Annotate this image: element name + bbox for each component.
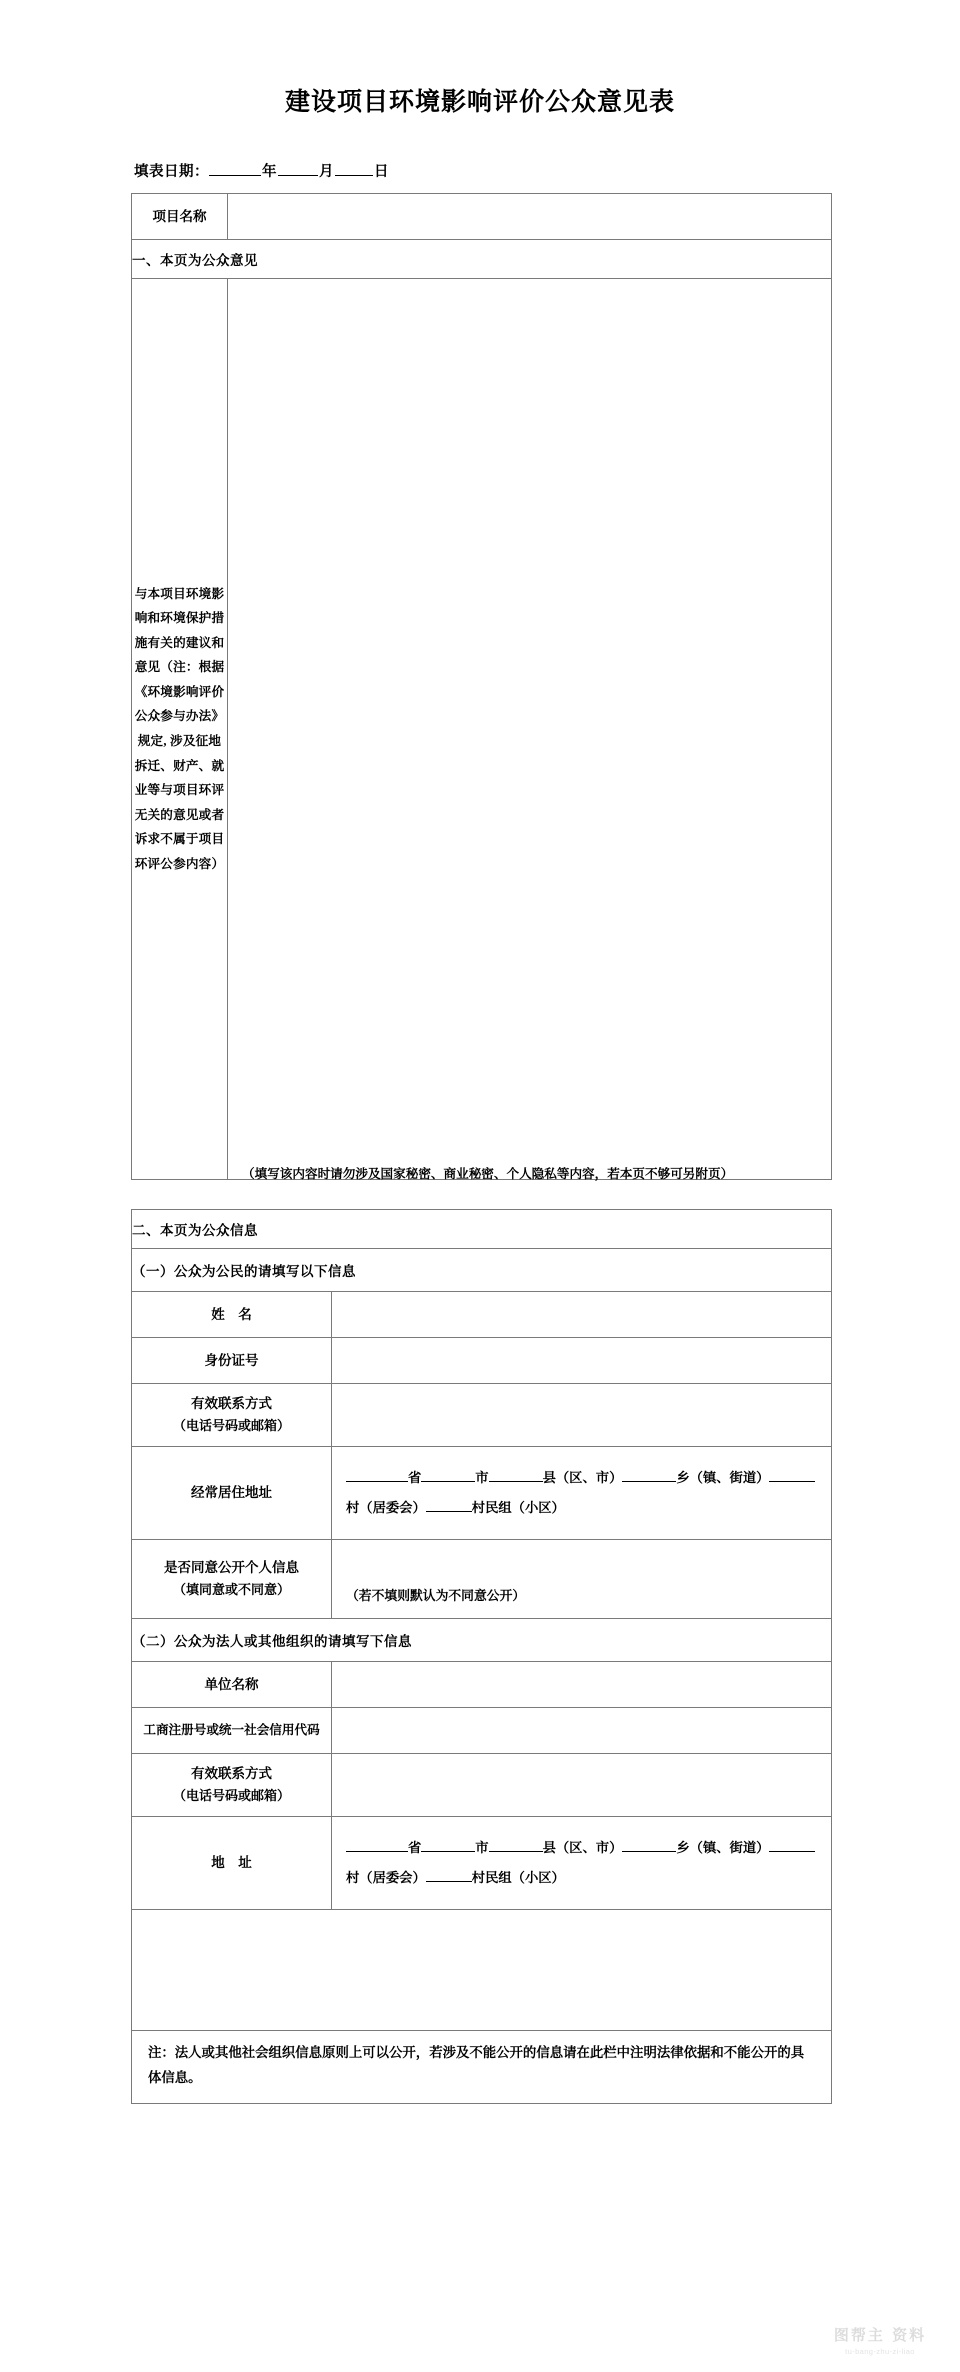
- citizen-contact-label: [132, 1384, 332, 1447]
- final-note-cell: [132, 2031, 832, 2104]
- opinion-input-cell[interactable]: [228, 279, 832, 1180]
- citizen-consent-label: [132, 1540, 332, 1619]
- citizen-consent-label-line2: （填同意或不同意）: [172, 1582, 290, 1598]
- org-address-fields[interactable]: [332, 1827, 831, 1899]
- citizen-township-blank[interactable]: [622, 1481, 676, 1482]
- opinion-label-cell: [132, 279, 228, 1180]
- citizen-consent-input[interactable]: [332, 1555, 831, 1585]
- org-village-blank[interactable]: [769, 1851, 815, 1852]
- form-date-line: [134, 160, 390, 181]
- org-registration-input[interactable]: [332, 1708, 832, 1754]
- table-row-opinion: [132, 279, 832, 1180]
- watermark: [824, 2324, 936, 2356]
- citizen-province-unit: 省: [408, 1470, 422, 1486]
- table-row-subsection-one-heading: [132, 1249, 832, 1292]
- date-day-unit: 日: [374, 164, 389, 180]
- citizen-township-unit: 乡（镇、街道）: [676, 1470, 770, 1486]
- table-row-citizen-contact: [132, 1384, 832, 1447]
- page-title: 建设项目环境影响评价公众意见表: [284, 89, 675, 116]
- citizen-contact-input[interactable]: [332, 1384, 832, 1447]
- citizen-consent-note: （若不填则默认为不同意公开）: [346, 1588, 526, 1603]
- citizen-county-blank[interactable]: [489, 1481, 543, 1482]
- org-county-unit: 县（区、市）: [542, 1840, 623, 1856]
- org-county-blank[interactable]: [489, 1851, 543, 1852]
- table-row-citizen-consent: [132, 1540, 832, 1619]
- org-unit-name-input[interactable]: [332, 1662, 832, 1708]
- table-row-citizen-address: [132, 1447, 832, 1540]
- citizen-id-input[interactable]: [332, 1338, 832, 1384]
- citizen-id-label: 身份证号: [132, 1338, 332, 1384]
- section-one-heading: 一、本页为公众意见: [132, 240, 832, 279]
- project-name-input[interactable]: [228, 194, 832, 240]
- org-village-unit: 村（居委会）: [346, 1870, 426, 1885]
- table-row-subsection-two-heading: [132, 1619, 832, 1662]
- org-contact-input[interactable]: [332, 1754, 832, 1817]
- org-group-unit: 村民组（小区）: [471, 1870, 565, 1885]
- table-row-org-contact: [132, 1754, 832, 1817]
- citizen-address-fields[interactable]: [332, 1457, 831, 1529]
- table-row-citizen-id: [132, 1338, 832, 1384]
- citizen-contact-label-line1: 有效联系方式: [191, 1395, 272, 1411]
- date-month-unit: 月: [319, 164, 334, 180]
- subsection-one-heading: （一）公众为公民的请填写以下信息: [132, 1249, 832, 1292]
- citizen-province-blank[interactable]: [346, 1481, 408, 1482]
- org-contact-label-line1: 有效联系方式: [191, 1765, 272, 1781]
- org-township-unit: 乡（镇、街道）: [676, 1840, 770, 1856]
- final-note: 注：法人或其他社会组织信息原则上可以公开，若涉及不能公开的信息请在此栏中注明法律依据和不能公开的具体信息。: [148, 2045, 805, 2085]
- citizen-village-blank[interactable]: [769, 1481, 815, 1482]
- table-row-project-name: [132, 194, 832, 240]
- citizen-contact-label-line2: （电话号码或邮箱）: [172, 1418, 290, 1434]
- blank-area-input[interactable]: [132, 1910, 832, 2031]
- section-two-heading: 二、本页为公众信息: [132, 1210, 832, 1249]
- citizen-village-unit: 村（居委会）: [346, 1500, 426, 1515]
- org-group-blank[interactable]: [426, 1881, 472, 1882]
- table-row-final-note: [132, 2031, 832, 2104]
- org-contact-label: [132, 1754, 332, 1817]
- opinion-note: （填写该内容时请勿涉及国家秘密、商业秘密、个人隐私等内容，若本页不够可另附页）: [242, 1166, 734, 1181]
- date-year-blank[interactable]: [209, 175, 261, 176]
- date-day-blank[interactable]: [335, 175, 373, 176]
- org-registration-label: 工商注册号或统一社会信用代码: [132, 1708, 332, 1754]
- table-row-org-unit-name: [132, 1662, 832, 1708]
- table-row-blank-area: [132, 1910, 832, 2031]
- org-city-blank[interactable]: [421, 1851, 475, 1852]
- table-row-org-address: [132, 1817, 832, 1910]
- citizen-address-label: 经常居住地址: [132, 1447, 332, 1540]
- table-row-section-two-heading: [132, 1210, 832, 1249]
- citizen-address-cell[interactable]: [332, 1447, 832, 1540]
- citizen-name-input[interactable]: [332, 1292, 832, 1338]
- citizen-city-blank[interactable]: [421, 1481, 475, 1482]
- org-address-label: 地 址: [132, 1817, 332, 1910]
- subsection-two-heading: （二）公众为法人或其他组织的请填写下信息: [132, 1619, 832, 1662]
- org-city-unit: 市: [475, 1840, 489, 1856]
- watermark-main-text: 图帮主 资料: [833, 2326, 927, 2344]
- citizen-consent-cell[interactable]: [332, 1540, 832, 1619]
- date-year-unit: 年: [262, 164, 277, 180]
- project-name-label: 项目名称: [132, 194, 228, 240]
- citizen-city-unit: 市: [475, 1470, 489, 1486]
- citizen-consent-label-line1: 是否同意公开个人信息: [164, 1559, 299, 1575]
- watermark-sub-text: tu-bang-zhu-zi-liao: [845, 2347, 915, 2356]
- org-address-cell[interactable]: [332, 1817, 832, 1910]
- public-information-table: [131, 1209, 832, 2104]
- citizen-group-unit: 村民组（小区）: [471, 1500, 565, 1515]
- date-label: 填表日期：: [134, 164, 209, 180]
- table-row-citizen-name: [132, 1292, 832, 1338]
- public-opinion-table: [131, 193, 832, 1180]
- org-province-blank[interactable]: [346, 1851, 408, 1852]
- citizen-group-blank[interactable]: [426, 1511, 472, 1512]
- citizen-county-unit: 县（区、市）: [542, 1470, 623, 1486]
- org-province-unit: 省: [408, 1840, 422, 1856]
- table-row-org-registration: [132, 1708, 832, 1754]
- date-month-blank[interactable]: [278, 175, 318, 176]
- org-unit-name-label: 单位名称: [132, 1662, 332, 1708]
- org-contact-label-line2: （电话号码或邮箱）: [172, 1788, 290, 1804]
- opinion-label: 与本项目环境影响和环境保护措施有关的建议和意见（注：根据《环境影响评价公众参与办法》规定, 涉及征地拆迁、财产、就业等与项目环评无关的意见或者诉求不属于项目环评公参内容）: [134, 586, 225, 871]
- opinion-textarea[interactable]: [228, 263, 831, 1163]
- org-township-blank[interactable]: [622, 1851, 676, 1852]
- citizen-name-label: 姓 名: [132, 1292, 332, 1338]
